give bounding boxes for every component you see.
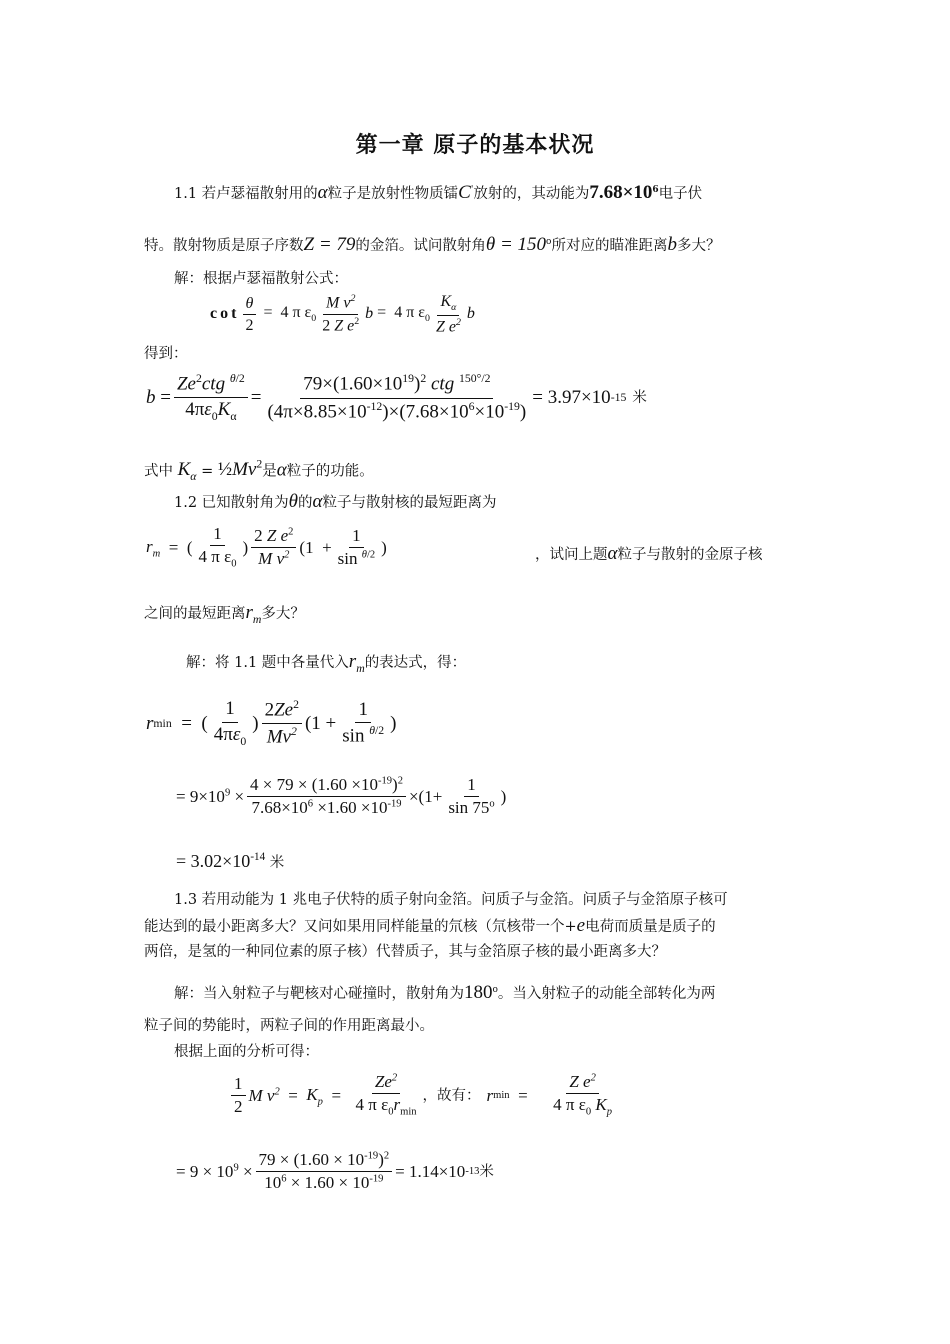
solution-1-1-intro: 解：根据卢瑟福散射公式： bbox=[174, 271, 348, 287]
rmin-formula: r min = ( $\frac{1}{4\pi\varepsilon_0}$ ) $\frac{2Ze^2}{Mv^2}$ (1 + $\frac{1}{\sin ^{\theta/2}}$ ) bbox=[146, 698, 397, 748]
solution-1-3-line2: 粒子间的势能时，两粒子间的作用距离最小。 bbox=[144, 1018, 434, 1034]
got-label: 得到： bbox=[144, 346, 188, 362]
kinetic-energy-note: 式中 $K_\alpha$ = $\frac{1}{2}Mv^2$是α粒子的功能。 bbox=[144, 458, 374, 484]
problem-1-3-line1: 1.3 若用动能为 1 兆电子伏特的质子射向金箔。问质子与金箔。问质子与金箔原子核可 bbox=[174, 892, 728, 908]
rmin-substitution: = $9\times 10^9$ × $\frac{4 \times 79 \times (1.60 \times 10^{-19})^2}{7.68\times 10^6 \times 1.60 \times 10^{-19}}$ ×(1+ $\frac{1}{\sin 75^o}$ ) bbox=[176, 775, 507, 818]
problem-1-3-line3: 两倍，是氢的一种同位素的原子核）代替质子，其与金箔原子核的最小距离多大？ bbox=[144, 944, 666, 960]
problem-1-1-line2: 特。散射物质是原子序数Z = 79的金箔。试问散射角$\theta = 150^o$所对应的瞄准距离b多大？ bbox=[144, 233, 721, 255]
rmin-result: = $3.02\times 10^{-14}$ 米 bbox=[176, 851, 285, 871]
problem-1-2-line1: 1.2 已知散射角为θ的α粒子与散射核的最短距离为 bbox=[174, 491, 497, 512]
final-calculation: = $9 \times 10^9$ × $\frac{79 \times (1.60 \times 10^{-19})^2}{10^6 \times 1.60 \times 10^{-19}}$ = 1.14×10 -13 米 bbox=[176, 1150, 494, 1193]
solution-1-2-intro: 解：将 1.1 题中各量代入$r_m$的表达式，得： bbox=[186, 651, 467, 675]
rm-formula: $r_m$ = ( $\frac{1}{4 \pi \varepsilon_0}$ ) $\frac{2 Z e^2}{M v^2}$ (1 + $\frac{1}{\sin ^{\theta/2}}$ ) bbox=[146, 524, 387, 570]
impact-parameter-equation: b = $\frac{Ze^2ctg ^{\theta/2}}{4\pi\varepsilon_0K_\alpha}$ = $\frac{79\times(1.60\times 10^{19})^2 ctg ^{150^\circ/2}}{(4\pi\times 8.85\times 10^{-12})\times(7.68\times 10^6\times 10^{-19})}$ = 3.97×10 -15 米 bbox=[146, 372, 647, 423]
solution-1-3-line3: 根据上面的分析可得： bbox=[174, 1044, 319, 1060]
problem-1-2-line2: 之间的最短距离$r_m$多大？ bbox=[144, 602, 305, 626]
problem-1-2-line1b: ，试问上题α粒子与散射的金原子核 bbox=[535, 543, 763, 564]
chapter-title: 第一章 原子的基本状况 bbox=[355, 132, 595, 158]
rutherford-formula: cot $\frac{\theta}{2}$ = 4 π $\varepsilon_0$ $\frac{M v^2}{2 Z e^2}$ b = 4 π $\varepsilon_0$ $\frac{K_\alpha}{Z e^2}$ b bbox=[210, 293, 475, 336]
solution-1-3-line1: 解：当入射粒子与靶核对心碰撞时，散射角为180$^o$。当入射粒子的动能全部转化为两 bbox=[174, 981, 716, 1003]
problem-1-1-line1: 1.1 若卢瑟福散射用的α粒子是放射性物质镭C'放射的，其动能为$7.68\times 10^6$电子伏 bbox=[174, 181, 703, 203]
problem-1-3-line2: 能达到的最小距离多大？又问如果用同样能量的氘核（氘核带一个+e电荷而质量是质子的 bbox=[144, 915, 716, 936]
energy-equation: $\frac{1}{2}$ M $v^2$ = $K_p$ = $\frac{Ze^2}{4 \pi \varepsilon_0r_{min}}$ ，故有： r min = $\frac{Z e^2}{4 \pi \varepsilon_0 K_p}$ bbox=[228, 1072, 618, 1119]
